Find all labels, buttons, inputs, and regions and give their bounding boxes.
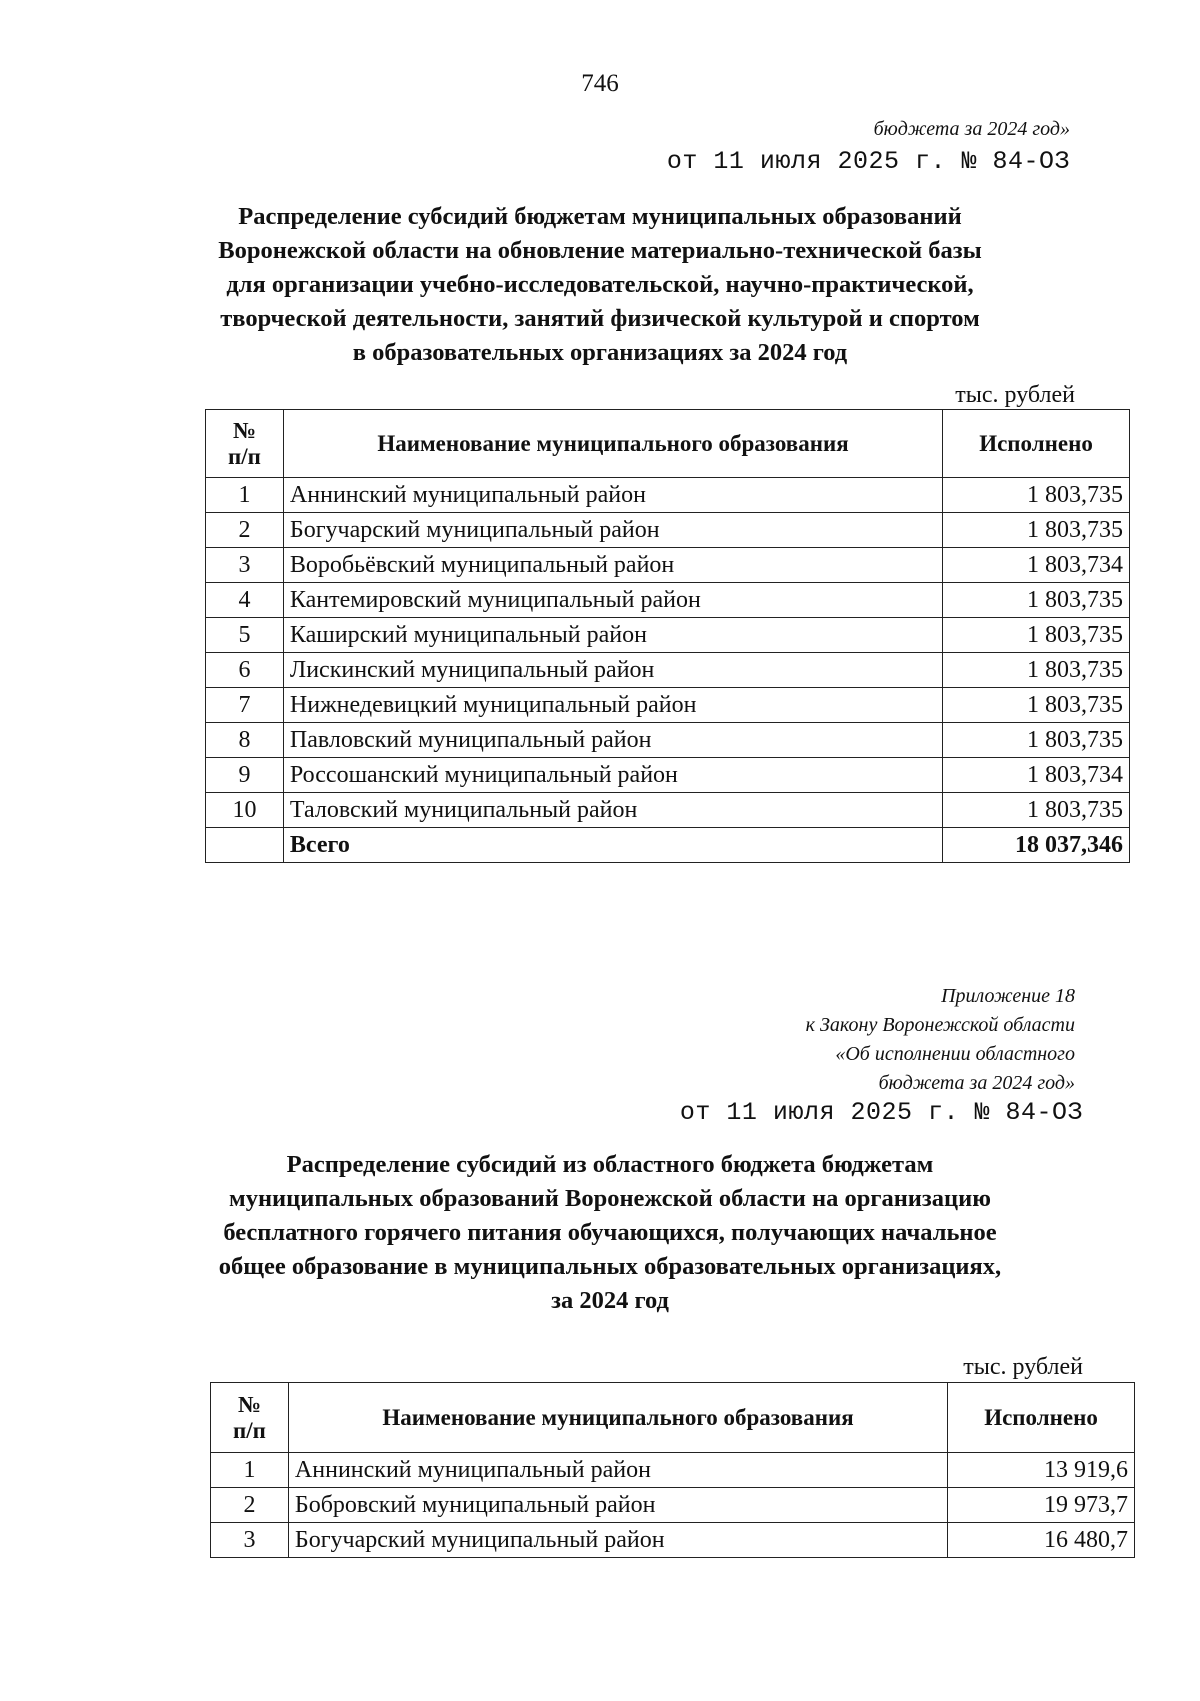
row-number: 6 <box>206 653 284 688</box>
header-name: Наименование муниципального образования <box>283 410 942 478</box>
continued-header-date: от 11 июля 2025 г. № 84-ОЗ <box>666 147 1070 176</box>
row-number: 3 <box>206 548 284 583</box>
row-number: 10 <box>206 793 284 828</box>
row-name: Аннинский муниципальный район <box>288 1453 947 1488</box>
row-number: 3 <box>211 1523 289 1558</box>
row-name: Таловский муниципальный район <box>283 793 942 828</box>
total-label: Всего <box>283 828 942 863</box>
row-number: 2 <box>211 1488 289 1523</box>
appendix18-line: бюджета за 2024 год» <box>878 1072 1075 1094</box>
row-name: Россошанский муниципальный район <box>283 758 942 793</box>
table-row <box>206 758 1130 793</box>
row-number: 5 <box>206 618 284 653</box>
row-name: Павловский муниципальный район <box>283 723 942 758</box>
row-value: 1 803,735 <box>943 723 1130 758</box>
header-number: № п/п <box>211 1383 289 1453</box>
table-row <box>206 618 1130 653</box>
total-number <box>206 828 284 863</box>
row-value: 1 803,735 <box>943 513 1130 548</box>
section1-title-line: творческой деятельности, занятий физической культурой и спортом <box>220 305 980 332</box>
section1-title-line: Распределение субсидий бюджетам муниципальных образований <box>238 203 962 230</box>
row-value: 1 803,735 <box>943 618 1130 653</box>
header-name: Наименование муниципального образования <box>288 1383 947 1453</box>
table-header-row <box>211 1383 1135 1453</box>
row-number: 8 <box>206 723 284 758</box>
row-value: 1 803,735 <box>943 793 1130 828</box>
table-row <box>211 1523 1135 1558</box>
table-row <box>206 688 1130 723</box>
header-value: Исполнено <box>943 410 1130 478</box>
row-number: 1 <box>211 1453 289 1488</box>
appendix18-line: «Об исполнении областного <box>835 1043 1075 1065</box>
appendix18-line: Приложение 18 <box>941 985 1075 1007</box>
section2-table <box>210 1382 1135 1558</box>
section1-title-line: Воронежской области на обновление материально-технической базы <box>218 237 982 264</box>
section2-title-line: муниципальных образований Воронежской области на организацию <box>229 1185 991 1212</box>
table-row <box>206 513 1130 548</box>
section1-title <box>150 200 1050 370</box>
total-row <box>206 828 1130 863</box>
row-name: Каширский муниципальный район <box>283 618 942 653</box>
row-value: 1 803,735 <box>943 478 1130 513</box>
table-row <box>211 1488 1135 1523</box>
row-name: Богучарский муниципальный район <box>288 1523 947 1558</box>
table-row <box>206 723 1130 758</box>
table-row <box>206 653 1130 688</box>
table-row <box>206 478 1130 513</box>
appendix18-date: от 11 июля 2025 г. № 84-ОЗ <box>679 1098 1083 1127</box>
row-value: 1 803,734 <box>943 548 1130 583</box>
section1-table <box>205 409 1130 863</box>
row-value: 1 803,735 <box>943 653 1130 688</box>
row-name: Кантемировский муниципальный район <box>283 583 942 618</box>
appendix18-block <box>806 982 1075 1098</box>
table-row <box>206 583 1130 618</box>
continued-header-line: бюджета за 2024 год» <box>873 118 1070 140</box>
header-number: № п/п <box>206 410 284 478</box>
section2-title-line: бесплатного горячего питания обучающихся, получающих начальное <box>223 1219 997 1246</box>
row-name: Лискинский муниципальный район <box>283 653 942 688</box>
section2-title-line: Распределение субсидий из областного бюджета бюджетам <box>286 1151 934 1178</box>
row-number: 9 <box>206 758 284 793</box>
total-value: 18 037,346 <box>943 828 1130 863</box>
section2-title-line: за 2024 год <box>551 1287 669 1314</box>
row-value: 16 480,7 <box>948 1523 1135 1558</box>
row-number: 7 <box>206 688 284 723</box>
row-name: Бобровский муниципальный район <box>288 1488 947 1523</box>
row-number: 1 <box>206 478 284 513</box>
row-value: 1 803,735 <box>943 688 1130 723</box>
table-row <box>211 1453 1135 1488</box>
row-value: 1 803,735 <box>943 583 1130 618</box>
row-name: Богучарский муниципальный район <box>283 513 942 548</box>
section2-title-line: общее образование в муниципальных образовательных организациях, <box>218 1253 1002 1280</box>
header-value: Исполнено <box>948 1383 1135 1453</box>
section2-unit: тыс. рублей <box>963 1354 1083 1380</box>
table-row <box>206 793 1130 828</box>
row-value: 19 973,7 <box>948 1488 1135 1523</box>
section1-title-line: для организации учебно-исследовательской, научно-практической, <box>226 271 974 298</box>
row-number: 2 <box>206 513 284 548</box>
row-name: Воробьёвский муниципальный район <box>283 548 942 583</box>
appendix18-line: к Закону Воронежской области <box>805 1014 1075 1036</box>
table-row <box>206 548 1130 583</box>
table-header-row <box>206 410 1130 478</box>
row-value: 1 803,734 <box>943 758 1130 793</box>
row-name: Аннинский муниципальный район <box>283 478 942 513</box>
page-number: 746 <box>581 70 619 97</box>
section2-title <box>150 1148 1070 1318</box>
section1-title-line: в образовательных организациях за 2024 год <box>352 339 848 366</box>
row-name: Нижнедевицкий муниципальный район <box>283 688 942 723</box>
section1-unit: тыс. рублей <box>955 382 1075 408</box>
row-value: 13 919,6 <box>948 1453 1135 1488</box>
row-number: 4 <box>206 583 284 618</box>
